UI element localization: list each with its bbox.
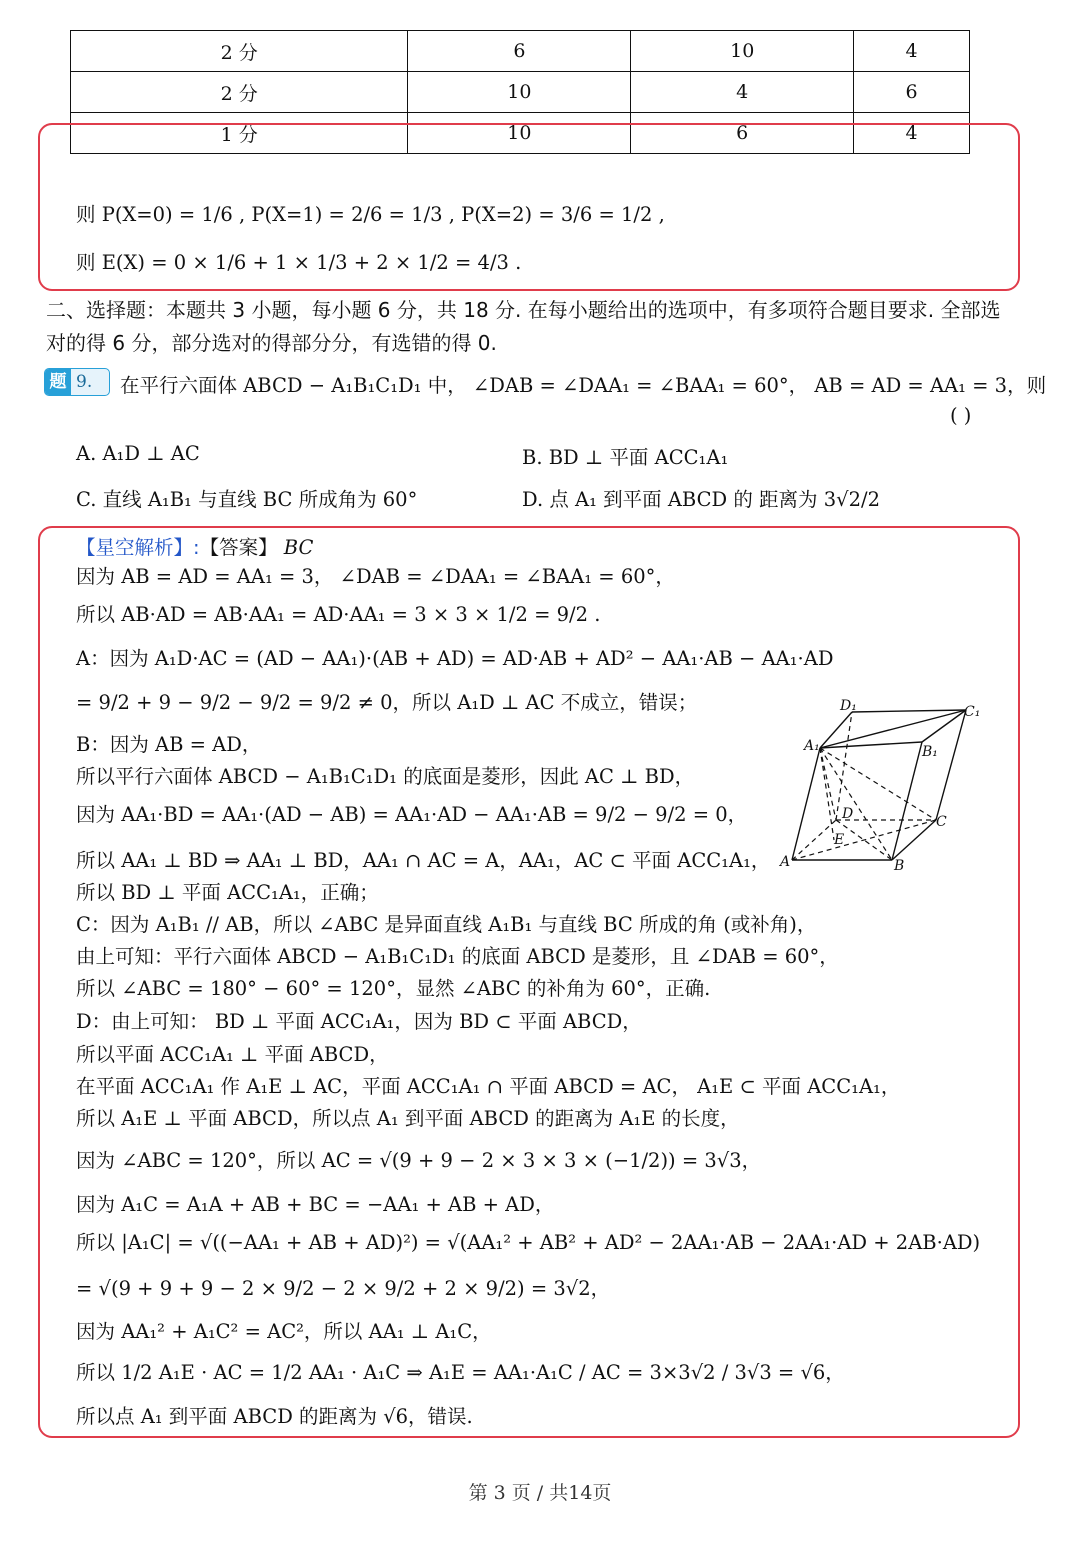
solution-line: 因为 AA₁² + A₁C² = AC²，所以 AA₁ ⊥ A₁C， (76, 1320, 492, 1343)
table-cell: 1 分 (71, 113, 408, 154)
section-heading-cont: 对的得 6 分，部分选对的得部分分，有选错的得 0. (46, 331, 497, 355)
figure-label-b1: B₁ (922, 744, 938, 760)
solution-line: 因为 AB = AD = AA₁ = 3， ∠DAB = ∠DAA₁ = ∠BAA₁ = 60°， (76, 565, 675, 588)
table-cell: 6 (631, 113, 854, 154)
figure-label-c1: C₁ (964, 704, 981, 720)
solution-line: D：由上可知： BD ⊥ 平面 ACC₁A₁，因为 BD ⊂ 平面 ABCD， (76, 1010, 642, 1033)
table-cell: 10 (408, 113, 631, 154)
solution-line: 所以平面 ACC₁A₁ ⊥ 平面 ABCD， (76, 1043, 389, 1066)
solution-line: 因为 ∠ABC = 120°，所以 AC = √(9 + 9 − 2 × 3 × 3 × (−1/2)) = 3√3， (76, 1149, 762, 1172)
table-cell: 6 (408, 31, 631, 72)
solution-line: 所以 AA₁ ⊥ BD ⇒ AA₁ ⊥ BD，AA₁ ∩ AC = A，AA₁，AC ⊂ 平面 ACC₁A₁， (76, 849, 771, 872)
figure-label-d1: D₁ (840, 698, 857, 714)
solution-line: 因为 AA₁·BD = AA₁·(AD − AB) = AA₁·AD − AA₁·AB = 9/2 − 9/2 = 0， (76, 803, 748, 826)
figure-label-e: E (834, 832, 845, 848)
answer-bracket: ( ) (950, 404, 972, 427)
table-cell: 10 (408, 72, 631, 113)
table-cell: 10 (631, 31, 854, 72)
question-tag (44, 368, 110, 396)
option-d: D. 点 A₁ 到平面 ABCD 的 距离为 3√2/2 (522, 488, 880, 511)
option-c: C. 直线 A₁B₁ 与直线 BC 所成角为 60° (76, 488, 418, 511)
question-number: 9. (76, 372, 93, 392)
solution-line: 所以 |A₁C| = √((−AA₁ + AB + AD)²) = √(AA₁² + AB² + AD² − 2AA₁·AB − 2AA₁·AD + 2AB·AD) (76, 1231, 981, 1254)
solution-line: 所以 AB·AD = AB·AA₁ = AD·AA₁ = 3 × 3 × 1/2 = 9/2 . (76, 603, 601, 626)
solution-line: B：因为 AB = AD， (76, 733, 262, 756)
solution-label: 【星空解析】: (76, 536, 200, 559)
solution-line: 由上可知：平行六面体 ABCD − A₁B₁C₁D₁ 的底面 ABCD 是菱形，且 ∠DAB = 60°， (76, 945, 839, 968)
table-cell: 4 (854, 31, 970, 72)
option-a: A. A₁D ⊥ AC (76, 442, 200, 465)
figure-label-a: A (780, 854, 791, 870)
solution-line: 所以 BD ⊥ 平面 ACC₁A₁，正确； (76, 881, 379, 904)
table-row (71, 72, 970, 113)
probability-line: 则 P(X=0) = 1/6 , P(X=1) = 2/6 = 1/3 , P(X=2) = 3/6 = 1/2 , (76, 203, 665, 226)
question-stem: 在平行六面体 ABCD − A₁B₁C₁D₁ 中， ∠DAB = ∠DAA₁ = ∠BAA₁ = 60°， AB = AD = AA₁ = 3，则 (120, 374, 1047, 397)
solution-line: 所以平行六面体 ABCD − A₁B₁C₁D₁ 的底面是菱形，因此 AC ⊥ BD， (76, 765, 695, 788)
solution-line: 所以 ∠ABC = 180° − 60° = 120°，显然 ∠ABC 的补角为 60°，正确. (76, 977, 711, 1000)
solution-line: C：因为 A₁B₁ // AB，所以 ∠ABC 是异面直线 A₁B₁ 与直线 BC 所成的角 (或补角)， (76, 913, 817, 936)
table-cell: 6 (854, 72, 970, 113)
page-footer: 第 3 页 / 共14页 (468, 1482, 612, 1504)
table-cell: 4 (631, 72, 854, 113)
table-row (71, 31, 970, 72)
figure-label-a1: A₁ (804, 738, 820, 754)
solution-line: 因为 A₁C = A₁A + AB + BC = −AA₁ + AB + AD， (76, 1193, 555, 1216)
figure-label-d: D (842, 806, 854, 822)
solution-line: 所以 1/2 A₁E · AC = 1/2 AA₁ · A₁C ⇒ A₁E = AA₁·A₁C / AC = 3×3√2 / 3√3 = √6， (76, 1361, 845, 1384)
solution-line: 所以 A₁E ⊥ 平面 ABCD，所以点 A₁ 到平面 ABCD 的距离为 A₁E 的长度， (76, 1107, 740, 1130)
expectation-line: 则 E(X) = 0 × 1/6 + 1 × 1/3 + 2 × 1/2 = 4/3 . (76, 251, 522, 274)
table-cell: 4 (854, 113, 970, 154)
figure-label-b: B (894, 858, 905, 874)
solution-line: 在平面 ACC₁A₁ 作 A₁E ⊥ AC，平面 ACC₁A₁ ∩ 平面 ABCD = AC， A₁E ⊂ 平面 ACC₁A₁， (76, 1075, 901, 1098)
solution-line: = 9/2 + 9 − 9/2 − 9/2 = 9/2 ≠ 0，所以 A₁D ⊥ AC 不成立，错误； (76, 691, 698, 714)
solution-header (76, 532, 313, 560)
parallelepiped-figure (776, 692, 986, 878)
solution-line: 所以点 A₁ 到平面 ABCD 的距离为 √6，错误. (76, 1405, 473, 1428)
section-heading: 二、选择题：本题共 3 小题，每小题 6 分，共 18 分. 在每小题给出的选项中，有多项符合题目要求. 全部选 (46, 298, 1001, 322)
solution-line: = √(9 + 9 + 9 − 2 × 9/2 − 2 × 9/2 + 2 × 9/2) = 3√2， (76, 1277, 611, 1300)
answer-value: BC (283, 536, 314, 559)
table-cell: 2 分 (71, 31, 408, 72)
table-cell: 2 分 (71, 72, 408, 113)
option-b: B. BD ⊥ 平面 ACC₁A₁ (522, 446, 729, 469)
question-tag-label: 题 (45, 369, 71, 395)
solution-line: A：因为 A₁D·AC = (AD − AA₁)·(AB + AD) = AD·AB + AD² − AA₁·AB − AA₁·AD (76, 647, 834, 670)
answer-label: 【答案】 (199, 536, 278, 559)
figure-label-c: C (936, 814, 947, 830)
